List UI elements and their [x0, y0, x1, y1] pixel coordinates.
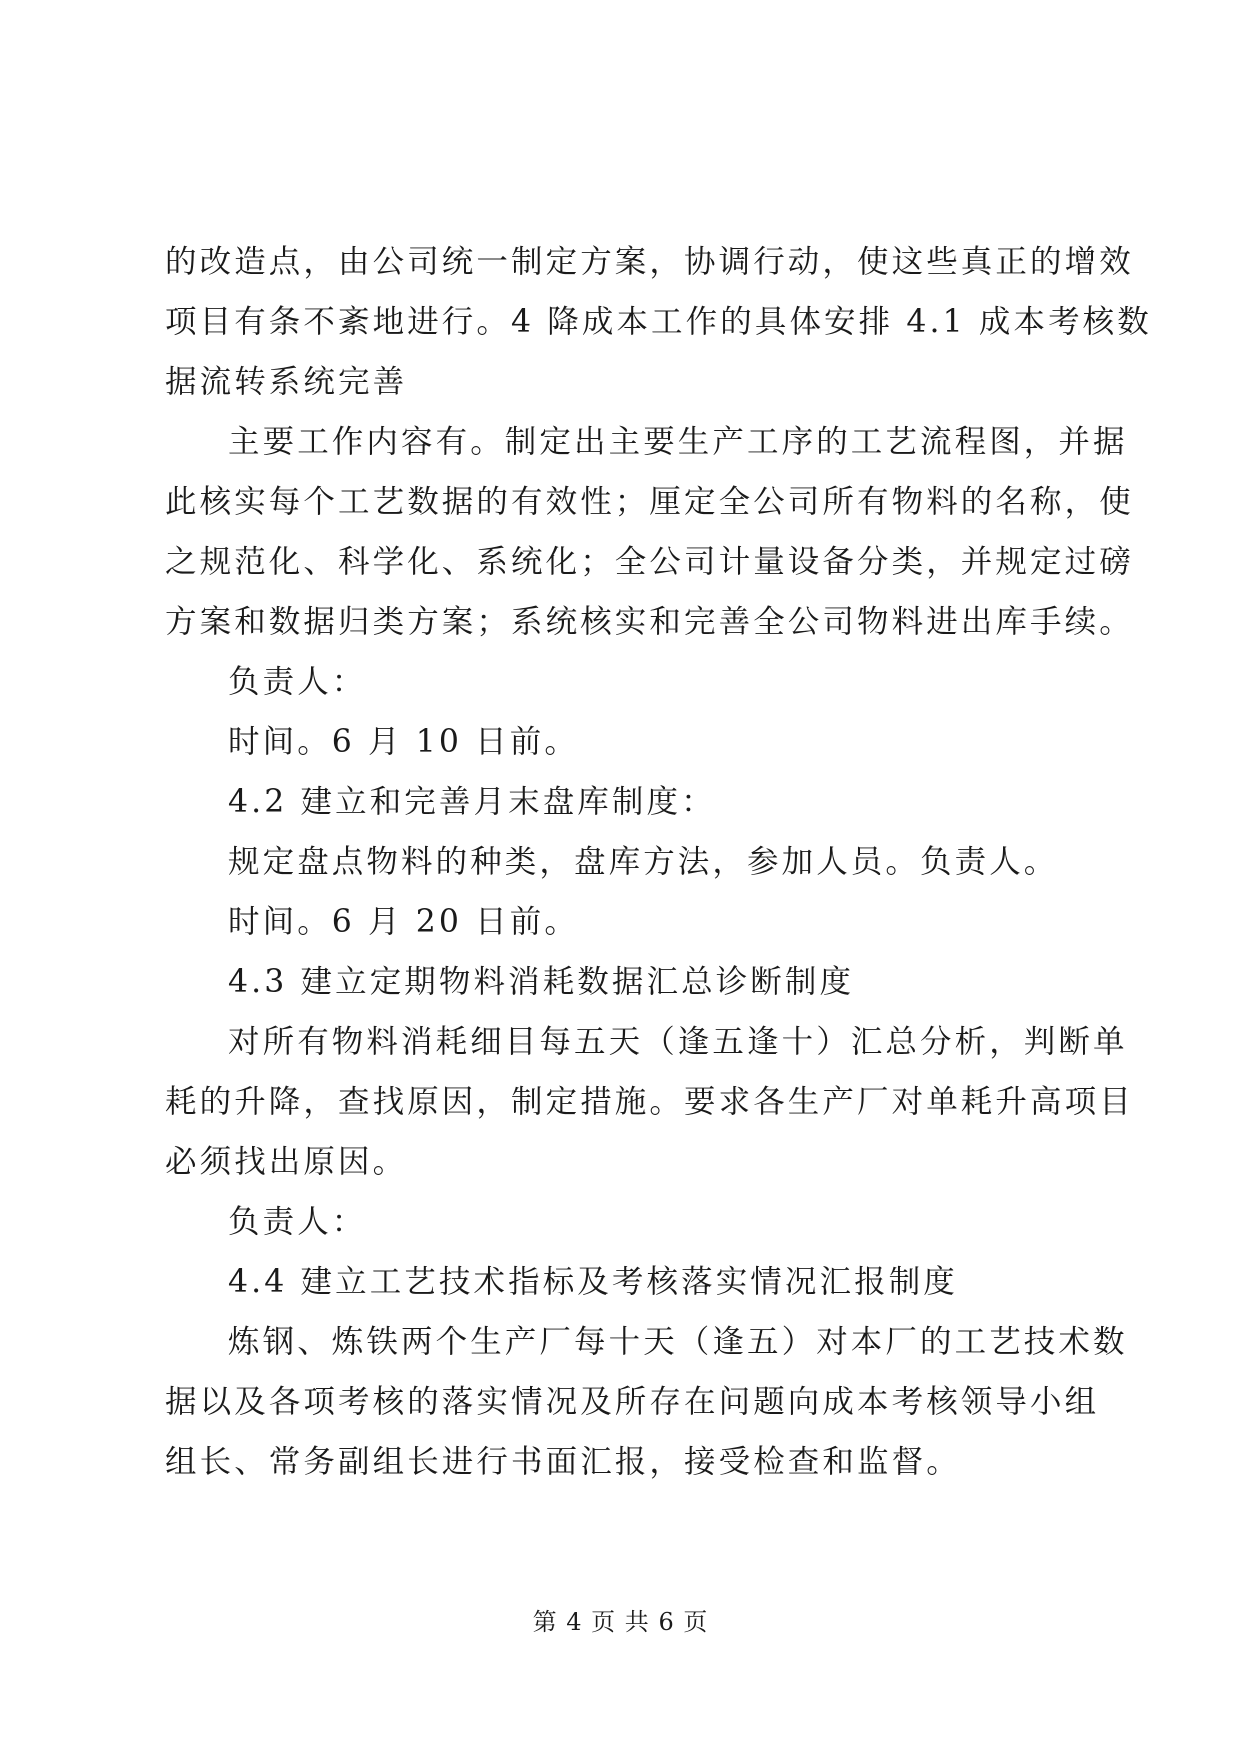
paragraph-responsible-1 [165, 652, 1085, 712]
text-line: 时间。6 月 10 日前。 [228, 724, 579, 760]
paragraph-2 [165, 412, 1134, 652]
paragraph-4-3-body [165, 1012, 1134, 1192]
text-line: 负责人： [228, 1204, 367, 1240]
text-line: 组长、常务副组长进行书面汇报，接受检查和监督。 [165, 1444, 961, 1480]
section-heading-4-4 [165, 1252, 1085, 1312]
text-line: 时间。6 月 20 日前。 [228, 904, 579, 940]
page-footer [0, 1602, 1241, 1637]
page-number: 第 4 页 共 6 页 [532, 1608, 709, 1636]
text-line: 的改造点，由公司统一制定方案，协调行动，使这些真正的增效 [165, 244, 1134, 280]
document-body [165, 232, 1152, 1492]
text-line: 主要工作内容有。制定出主要生产工序的工艺流程图，并据 [228, 424, 1128, 460]
paragraph-4-2-body [165, 832, 1085, 892]
text-line: 负责人： [228, 664, 367, 700]
text-line: 之规范化、科学化、系统化；全公司计量设备分类，并规定过磅 [165, 544, 1134, 580]
text-line: 4.2 建立和完善月末盘库制度： [228, 784, 716, 820]
text-line: 据以及各项考核的落实情况及所存在问题向成本考核领导小组 [165, 1384, 1100, 1420]
text-line: 项目有条不紊地进行。4 降成本工作的具体安排 4.1 成本考核数 [165, 304, 1152, 340]
text-line: 4.4 建立工艺技术指标及考核落实情况汇报制度 [228, 1264, 958, 1300]
text-line: 4.3 建立定期物料消耗数据汇总诊断制度 [228, 964, 855, 1000]
text-line: 耗的升降，查找原因，制定措施。要求各生产厂对单耗升高项目 [165, 1084, 1134, 1120]
paragraph-4-4-body [165, 1312, 1128, 1492]
text-line: 炼钢、炼铁两个生产厂每十天（逢五）对本厂的工艺技术数 [228, 1324, 1128, 1360]
text-line: 必须找出原因。 [165, 1144, 408, 1180]
text-line: 此核实每个工艺数据的有效性；厘定全公司所有物料的名称，使 [165, 484, 1134, 520]
paragraph-time-2 [165, 892, 1085, 952]
paragraph-responsible-2 [165, 1192, 1085, 1252]
paragraph-1 [165, 232, 1152, 412]
paragraph-time-1 [165, 712, 1085, 772]
text-line: 方案和数据归类方案；系统核实和完善全公司物料进出库手续。 [165, 604, 1134, 640]
section-heading-4-2 [165, 772, 1085, 832]
section-heading-4-3 [165, 952, 1085, 1012]
text-line: 规定盘点物料的种类，盘库方法，参加人员。负责人。 [228, 844, 1059, 880]
text-line: 对所有物料消耗细目每五天（逢五逢十）汇总分析，判断单 [228, 1024, 1128, 1060]
text-line: 据流转系统完善 [165, 364, 408, 400]
